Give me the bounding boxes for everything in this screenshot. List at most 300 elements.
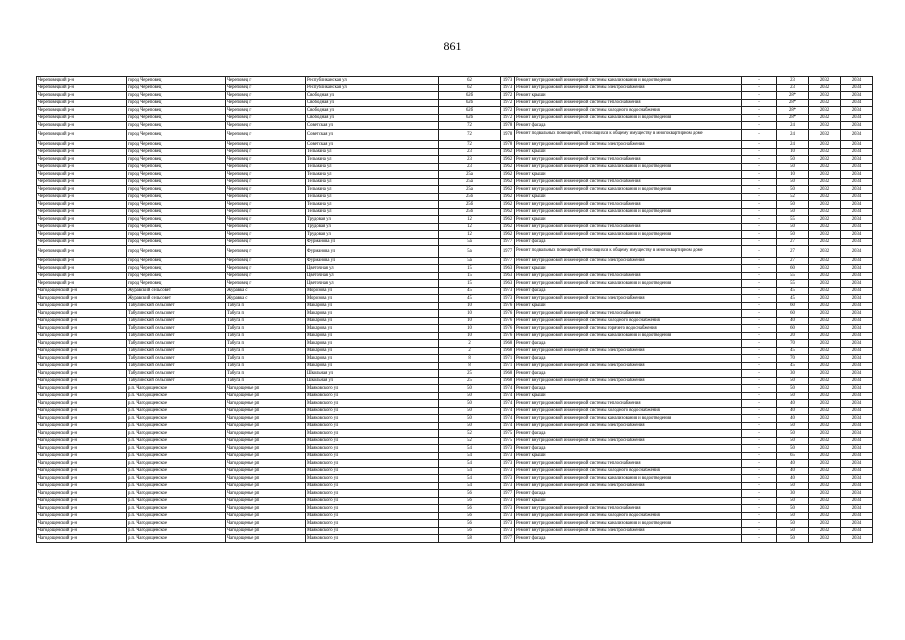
table-row xyxy=(37,392,873,400)
cell-house-number: 8 xyxy=(439,355,501,363)
cell-dash: - xyxy=(742,114,777,122)
cell-work-type: Ремонт фасада xyxy=(515,370,742,378)
cell-year-to: 2034 xyxy=(841,325,873,333)
cell-settlement: Череповец г xyxy=(226,201,306,209)
cell-work-type: Ремонт внутридомовой инженерной системы теплоснабжения xyxy=(515,310,742,318)
cell-house-number: 23 xyxy=(439,163,501,171)
cell-house-number: 50 xyxy=(439,422,501,430)
cell-street: Республиканская ул xyxy=(306,77,439,85)
cell-settlement: Табуга п xyxy=(226,362,306,370)
cell-street: Тельмана ул xyxy=(306,186,439,194)
cell-build-year: 1977 xyxy=(501,246,515,258)
table-row xyxy=(37,497,873,505)
cell-municipality: город Череповец xyxy=(127,77,226,85)
cell-house-number: 56 xyxy=(439,520,501,528)
cell-settlement: Чагодощенье рп xyxy=(226,512,306,520)
cell-year-to: 2034 xyxy=(841,302,873,310)
table-row xyxy=(37,347,873,355)
cell-settlement: Череповец г xyxy=(226,280,306,288)
cell-municipality: р.п. Чагодощенское xyxy=(127,467,226,475)
cell-wear-percent: 50 xyxy=(777,186,809,194)
cell-year-to: 2034 xyxy=(841,400,873,408)
cell-year-from: 2032 xyxy=(809,156,841,164)
cell-municipality: р.п. Чагодощенское xyxy=(127,512,226,520)
cell-year-from: 2032 xyxy=(809,186,841,194)
cell-work-type: Ремонт крыши xyxy=(515,193,742,201)
cell-street: Тельмана ул xyxy=(306,171,439,179)
cell-settlement: Чагодощенье рп xyxy=(226,482,306,490)
cell-build-year: 1978 xyxy=(501,129,515,141)
cell-work-type: Ремонт фасада xyxy=(515,535,742,543)
cell-year-to: 2034 xyxy=(841,422,873,430)
cell-street: Тельмана ул xyxy=(306,208,439,216)
cell-build-year: 1973 xyxy=(501,497,515,505)
cell-municipality: город Череповец xyxy=(127,193,226,201)
cell-dash: - xyxy=(742,193,777,201)
cell-dash: - xyxy=(742,385,777,393)
cell-dash: - xyxy=(742,520,777,528)
cell-dash: - xyxy=(742,347,777,355)
cell-settlement: Череповец г xyxy=(226,246,306,258)
cell-dash: - xyxy=(742,92,777,100)
cell-year-from: 2032 xyxy=(809,370,841,378)
cell-year-to: 2034 xyxy=(841,520,873,528)
cell-municipality: Табулинский сельсовет xyxy=(127,325,226,333)
cell-build-year: 1962 xyxy=(501,231,515,239)
cell-work-type: Ремонт внутридомовой инженерной системы канализования и водоотведения xyxy=(515,77,742,85)
cell-build-year: 1973 xyxy=(501,505,515,513)
cell-municipality: город Череповец xyxy=(127,99,226,107)
cell-dash: - xyxy=(742,257,777,265)
cell-year-from: 2032 xyxy=(809,107,841,115)
cell-street: Маяковского ул xyxy=(306,490,439,498)
cell-year-from: 2032 xyxy=(809,325,841,333)
cell-year-to: 2034 xyxy=(841,156,873,164)
cell-build-year: 1975 xyxy=(501,437,515,445)
table-row xyxy=(37,216,873,224)
cell-settlement: Череповец г xyxy=(226,129,306,141)
cell-district: Череповецкий р-н xyxy=(37,171,127,179)
cell-street: Маяковского ул xyxy=(306,497,439,505)
cell-house-number: 50 xyxy=(439,407,501,415)
cell-settlement: Череповец г xyxy=(226,171,306,179)
cell-build-year: 1972 xyxy=(501,99,515,107)
cell-year-to: 2034 xyxy=(841,317,873,325)
cell-wear-percent: 50 xyxy=(777,422,809,430)
cell-district: Череповецкий р-н xyxy=(37,272,127,280)
cell-municipality: город Череповец xyxy=(127,265,226,273)
cell-municipality: Табулинский сельсовет xyxy=(127,317,226,325)
cell-wear-percent: 30 xyxy=(777,370,809,378)
cell-work-type: Ремонт внутридомовой инженерной системы электроснабжения xyxy=(515,482,742,490)
cell-build-year: 1973 xyxy=(501,520,515,528)
cell-district: Череповецкий р-н xyxy=(37,186,127,194)
cell-settlement: Череповец г xyxy=(226,92,306,100)
cell-year-to: 2034 xyxy=(841,392,873,400)
cell-wear-percent: 10 xyxy=(777,171,809,179)
cell-house-number: 10 xyxy=(439,332,501,340)
cell-municipality: р.п. Чагодощенское xyxy=(127,497,226,505)
cell-settlement: Череповец г xyxy=(226,216,306,224)
cell-year-from: 2032 xyxy=(809,122,841,130)
cell-wear-percent: 40 xyxy=(777,400,809,408)
cell-work-type: Ремонт внутридомовой инженерной системы канализования и водоотведения xyxy=(515,163,742,171)
cell-house-number: 62 xyxy=(439,77,501,85)
cell-wear-percent: 60 xyxy=(777,265,809,273)
cell-street: Маяковского ул xyxy=(306,505,439,513)
cell-municipality: город Череповец xyxy=(127,156,226,164)
cell-dash: - xyxy=(742,505,777,513)
cell-year-from: 2032 xyxy=(809,265,841,273)
cell-district: Чагодощенский р-н xyxy=(37,310,127,318)
cell-build-year: 1977 xyxy=(501,535,515,543)
cell-wear-percent: 23 xyxy=(777,84,809,92)
cell-year-to: 2034 xyxy=(841,201,873,209)
cell-street: Тельмана ул xyxy=(306,178,439,186)
cell-dash: - xyxy=(742,84,777,92)
cell-year-from: 2032 xyxy=(809,520,841,528)
table-row xyxy=(37,171,873,179)
cell-district: Череповецкий р-н xyxy=(37,77,127,85)
cell-street: Советская ул xyxy=(306,122,439,130)
cell-house-number: 72 xyxy=(439,122,501,130)
cell-year-from: 2032 xyxy=(809,497,841,505)
cell-settlement: Череповец г xyxy=(226,141,306,149)
cell-work-type: Ремонт внутридомовой инженерной системы электроснабжения xyxy=(515,141,742,149)
table-row xyxy=(37,141,873,149)
cell-municipality: Табулинский сельсовет xyxy=(127,370,226,378)
cell-build-year: 1973 xyxy=(501,84,515,92)
cell-house-number: 15 xyxy=(439,280,501,288)
cell-year-from: 2032 xyxy=(809,505,841,513)
cell-house-number: 15 xyxy=(439,265,501,273)
table-row xyxy=(37,186,873,194)
cell-year-to: 2034 xyxy=(841,385,873,393)
cell-street: Тельмана ул xyxy=(306,148,439,156)
cell-street: Цветочная ул xyxy=(306,272,439,280)
cell-district: Чагодощенский р-н xyxy=(37,407,127,415)
cell-house-number: 52 xyxy=(439,437,501,445)
table-row xyxy=(37,163,873,171)
cell-house-number: 12 xyxy=(439,223,501,231)
cell-year-from: 2032 xyxy=(809,141,841,149)
cell-year-to: 2034 xyxy=(841,527,873,535)
cell-year-to: 2034 xyxy=(841,272,873,280)
cell-wear-percent: 55 xyxy=(777,272,809,280)
cell-year-from: 2032 xyxy=(809,287,841,295)
cell-wear-percent: 50 xyxy=(777,527,809,535)
cell-year-from: 2032 xyxy=(809,392,841,400)
cell-district: Чагодощенский р-н xyxy=(37,377,127,385)
cell-municipality: р.п. Чагодощенское xyxy=(127,415,226,423)
cell-street: Советская ул xyxy=(306,129,439,141)
cell-wear-percent: 50 xyxy=(777,520,809,528)
cell-dash: - xyxy=(742,186,777,194)
cell-settlement: Табуга п xyxy=(226,377,306,385)
cell-street: Морозова ул xyxy=(306,287,439,295)
cell-wear-percent: 24 xyxy=(777,141,809,149)
cell-settlement: Чагодощенье рп xyxy=(226,490,306,498)
cell-district: Чагодощенский р-н xyxy=(37,370,127,378)
cell-district: Череповецкий р-н xyxy=(37,208,127,216)
cell-house-number: 72 xyxy=(439,129,501,141)
cell-work-type: Ремонт фасада xyxy=(515,122,742,130)
table-row xyxy=(37,317,873,325)
table-row xyxy=(37,114,873,122)
cell-wear-percent: 55 xyxy=(777,280,809,288)
cell-municipality: р.п. Чагодощенское xyxy=(127,400,226,408)
cell-work-type: Ремонт крыши xyxy=(515,452,742,460)
cell-build-year: 1962 xyxy=(501,178,515,186)
cell-district: Чагодощенский р-н xyxy=(37,505,127,513)
table-row xyxy=(37,430,873,438)
cell-year-to: 2034 xyxy=(841,99,873,107)
cell-house-number: 50 xyxy=(439,415,501,423)
table-row xyxy=(37,77,873,85)
cell-municipality: р.п. Чагодощенское xyxy=(127,527,226,535)
cell-work-type: Ремонт внутридомовой инженерной системы холодного водоснабжения xyxy=(515,317,742,325)
cell-year-to: 2034 xyxy=(841,295,873,303)
cell-street: Свободная ул xyxy=(306,107,439,115)
cell-dash: - xyxy=(742,265,777,273)
cell-work-type: Ремонт внутридомовой инженерной системы теплоснабжения xyxy=(515,201,742,209)
cell-build-year: 1973 xyxy=(501,527,515,535)
cell-street: Свободная ул xyxy=(306,99,439,107)
cell-district: Чагодощенский р-н xyxy=(37,452,127,460)
cell-settlement: Череповец г xyxy=(226,193,306,201)
cell-build-year: 1974 xyxy=(501,415,515,423)
cell-house-number: 52 xyxy=(439,430,501,438)
cell-year-from: 2032 xyxy=(809,407,841,415)
cell-settlement: Чагодощенье рп xyxy=(226,467,306,475)
table-row xyxy=(37,460,873,468)
cell-dash: - xyxy=(742,129,777,141)
cell-district: Череповецкий р-н xyxy=(37,178,127,186)
cell-wear-percent: 52 xyxy=(777,193,809,201)
cell-year-from: 2032 xyxy=(809,216,841,224)
cell-wear-percent: 60 xyxy=(777,325,809,333)
cell-year-to: 2034 xyxy=(841,370,873,378)
table-row xyxy=(37,122,873,130)
cell-year-to: 2034 xyxy=(841,280,873,288)
cell-street: Трудовая ул xyxy=(306,223,439,231)
cell-house-number: 8 xyxy=(439,362,501,370)
cell-dash: - xyxy=(742,452,777,460)
cell-house-number: 45 xyxy=(439,295,501,303)
cell-street: Трудовая ул xyxy=(306,231,439,239)
cell-year-to: 2034 xyxy=(841,171,873,179)
cell-dash: - xyxy=(742,482,777,490)
table-row xyxy=(37,527,873,535)
cell-dash: - xyxy=(742,497,777,505)
cell-work-type: Ремонт внутридомовой инженерной системы холодного водоснабжения xyxy=(515,407,742,415)
cell-dash: - xyxy=(742,178,777,186)
cell-build-year: 1977 xyxy=(501,257,515,265)
page-number: 861 xyxy=(443,39,462,53)
cell-build-year: 1962 xyxy=(501,201,515,209)
cell-work-type: Ремонт внутридомовой инженерной системы электроснабжения xyxy=(515,362,742,370)
cell-settlement: Череповец г xyxy=(226,107,306,115)
cell-settlement: Чагодощенье рп xyxy=(226,422,306,430)
cell-dash: - xyxy=(742,99,777,107)
cell-settlement: Череповец г xyxy=(226,114,306,122)
table-row xyxy=(37,99,873,107)
cell-year-from: 2032 xyxy=(809,129,841,141)
cell-settlement: Чагодощенье рп xyxy=(226,520,306,528)
cell-year-from: 2032 xyxy=(809,400,841,408)
cell-municipality: р.п. Чагодощенское xyxy=(127,392,226,400)
cell-dash: - xyxy=(742,437,777,445)
cell-street: Маяковского ул xyxy=(306,392,439,400)
cell-year-to: 2034 xyxy=(841,114,873,122)
cell-year-to: 2034 xyxy=(841,186,873,194)
table-row xyxy=(37,377,873,385)
cell-municipality: город Череповец xyxy=(127,92,226,100)
cell-build-year: 1972 xyxy=(501,107,515,115)
cell-street: Республиканская ул xyxy=(306,84,439,92)
cell-municipality: город Череповец xyxy=(127,238,226,246)
cell-dash: - xyxy=(742,238,777,246)
cell-year-from: 2032 xyxy=(809,460,841,468)
cell-district: Череповецкий р-н xyxy=(37,141,127,149)
cell-street: Маяковского ул xyxy=(306,467,439,475)
cell-year-to: 2034 xyxy=(841,265,873,273)
cell-build-year: 1962 xyxy=(501,208,515,216)
cell-street: Маяковского ул xyxy=(306,400,439,408)
cell-dash: - xyxy=(742,107,777,115)
table-row xyxy=(37,325,873,333)
cell-build-year: 1973 xyxy=(501,77,515,85)
cell-year-to: 2034 xyxy=(841,460,873,468)
cell-dash: - xyxy=(742,325,777,333)
cell-build-year: 1974 xyxy=(501,422,515,430)
cell-settlement: Череповец г xyxy=(226,223,306,231)
cell-wear-percent: 45 xyxy=(777,347,809,355)
table-row xyxy=(37,400,873,408)
cell-year-from: 2032 xyxy=(809,535,841,543)
table-row xyxy=(37,148,873,156)
cell-build-year: 1972 xyxy=(501,92,515,100)
cell-wear-percent: 40 xyxy=(777,460,809,468)
cell-wear-percent: 40 xyxy=(777,415,809,423)
cell-build-year: 1974 xyxy=(501,392,515,400)
cell-street: Маяковского ул xyxy=(306,385,439,393)
cell-district: Чагодощенский р-н xyxy=(37,287,127,295)
cell-street: Цветочная ул xyxy=(306,280,439,288)
cell-municipality: р.п. Чагодощенское xyxy=(127,505,226,513)
table-row xyxy=(37,302,873,310)
cell-municipality: р.п. Чагодощенское xyxy=(127,407,226,415)
cell-dash: - xyxy=(742,362,777,370)
cell-year-from: 2032 xyxy=(809,317,841,325)
cell-year-from: 2032 xyxy=(809,452,841,460)
table-row xyxy=(37,415,873,423)
cell-settlement: Череповец г xyxy=(226,257,306,265)
cell-year-to: 2034 xyxy=(841,452,873,460)
cell-street: Макарова ул xyxy=(306,332,439,340)
cell-house-number: 12 xyxy=(439,231,501,239)
cell-build-year: 1968 xyxy=(501,370,515,378)
cell-street: Макарова ул xyxy=(306,362,439,370)
cell-settlement: Череповец г xyxy=(226,272,306,280)
cell-district: Череповецкий р-н xyxy=(37,223,127,231)
cell-dash: - xyxy=(742,535,777,543)
cell-work-type: Ремонт внутридомовой инженерной системы канализования и водоотведения xyxy=(515,520,742,528)
cell-work-type: Ремонт фасада xyxy=(515,340,742,348)
cell-house-number: 23 xyxy=(439,156,501,164)
cell-year-from: 2032 xyxy=(809,467,841,475)
cell-build-year: 1973 xyxy=(501,295,515,303)
cell-dash: - xyxy=(742,156,777,164)
cell-year-to: 2034 xyxy=(841,216,873,224)
cell-house-number: 54 xyxy=(439,467,501,475)
cell-work-type: Ремонт внутридомовой инженерной системы электроснабжения xyxy=(515,295,742,303)
cell-year-from: 2032 xyxy=(809,310,841,318)
cell-district: Чагодощенский р-н xyxy=(37,302,127,310)
cell-build-year: 1968 xyxy=(501,377,515,385)
cell-work-type: Ремонт крыши xyxy=(515,148,742,156)
table-row xyxy=(37,475,873,483)
cell-municipality: город Череповец xyxy=(127,163,226,171)
cell-house-number: 58 xyxy=(439,535,501,543)
cell-wear-percent: 27 xyxy=(777,238,809,246)
cell-wear-percent: 50 xyxy=(777,535,809,543)
cell-wear-percent: 55 xyxy=(777,216,809,224)
cell-work-type: Ремонт подвальных помещений, относящихся к общему имуществу в многоквартирном доме xyxy=(515,129,742,141)
cell-municipality: р.п. Чагодощенское xyxy=(127,520,226,528)
cell-municipality: р.п. Чагодощенское xyxy=(127,482,226,490)
table-row xyxy=(37,287,873,295)
cell-wear-percent: 50 xyxy=(777,445,809,453)
cell-street: Тельмана ул xyxy=(306,156,439,164)
cell-house-number: 50 xyxy=(439,400,501,408)
cell-municipality: р.п. Чагодощенское xyxy=(127,422,226,430)
cell-wear-percent: 70 xyxy=(777,355,809,363)
cell-wear-percent: 40 xyxy=(777,317,809,325)
cell-settlement: Табуга п xyxy=(226,347,306,355)
cell-dash: - xyxy=(742,415,777,423)
cell-build-year: 1962 xyxy=(501,171,515,179)
cell-district: Чагодощенский р-н xyxy=(37,490,127,498)
cell-house-number: 2 xyxy=(439,347,501,355)
cell-year-from: 2032 xyxy=(809,430,841,438)
cell-year-to: 2034 xyxy=(841,178,873,186)
table-row xyxy=(37,422,873,430)
cell-wear-percent: 50 xyxy=(777,437,809,445)
cell-settlement: Череповец г xyxy=(226,156,306,164)
cell-house-number: 2 xyxy=(439,340,501,348)
cell-work-type: Ремонт внутридомовой инженерной системы теплоснабжения xyxy=(515,460,742,468)
cell-house-number: 10 xyxy=(439,325,501,333)
cell-work-type: Ремонт внутридомовой инженерной системы теплоснабжения xyxy=(515,505,742,513)
cell-dash: - xyxy=(742,467,777,475)
cell-district: Чагодощенский р-н xyxy=(37,415,127,423)
cell-street: Маяковского ул xyxy=(306,535,439,543)
cell-wear-percent: 50 xyxy=(777,392,809,400)
cell-municipality: город Череповец xyxy=(127,186,226,194)
cell-year-from: 2032 xyxy=(809,178,841,186)
cell-street: Маяковского ул xyxy=(306,475,439,483)
cell-municipality: Табулинский сельсовет xyxy=(127,347,226,355)
cell-wear-percent: 60 xyxy=(777,310,809,318)
cell-municipality: р.п. Чагодощенское xyxy=(127,430,226,438)
cell-wear-percent: 10 xyxy=(777,148,809,156)
table-row xyxy=(37,156,873,164)
cell-build-year: 1976 xyxy=(501,325,515,333)
cell-settlement: Череповец г xyxy=(226,178,306,186)
cell-house-number: 23 xyxy=(439,148,501,156)
cell-district: Чагодощенский р-н xyxy=(37,332,127,340)
